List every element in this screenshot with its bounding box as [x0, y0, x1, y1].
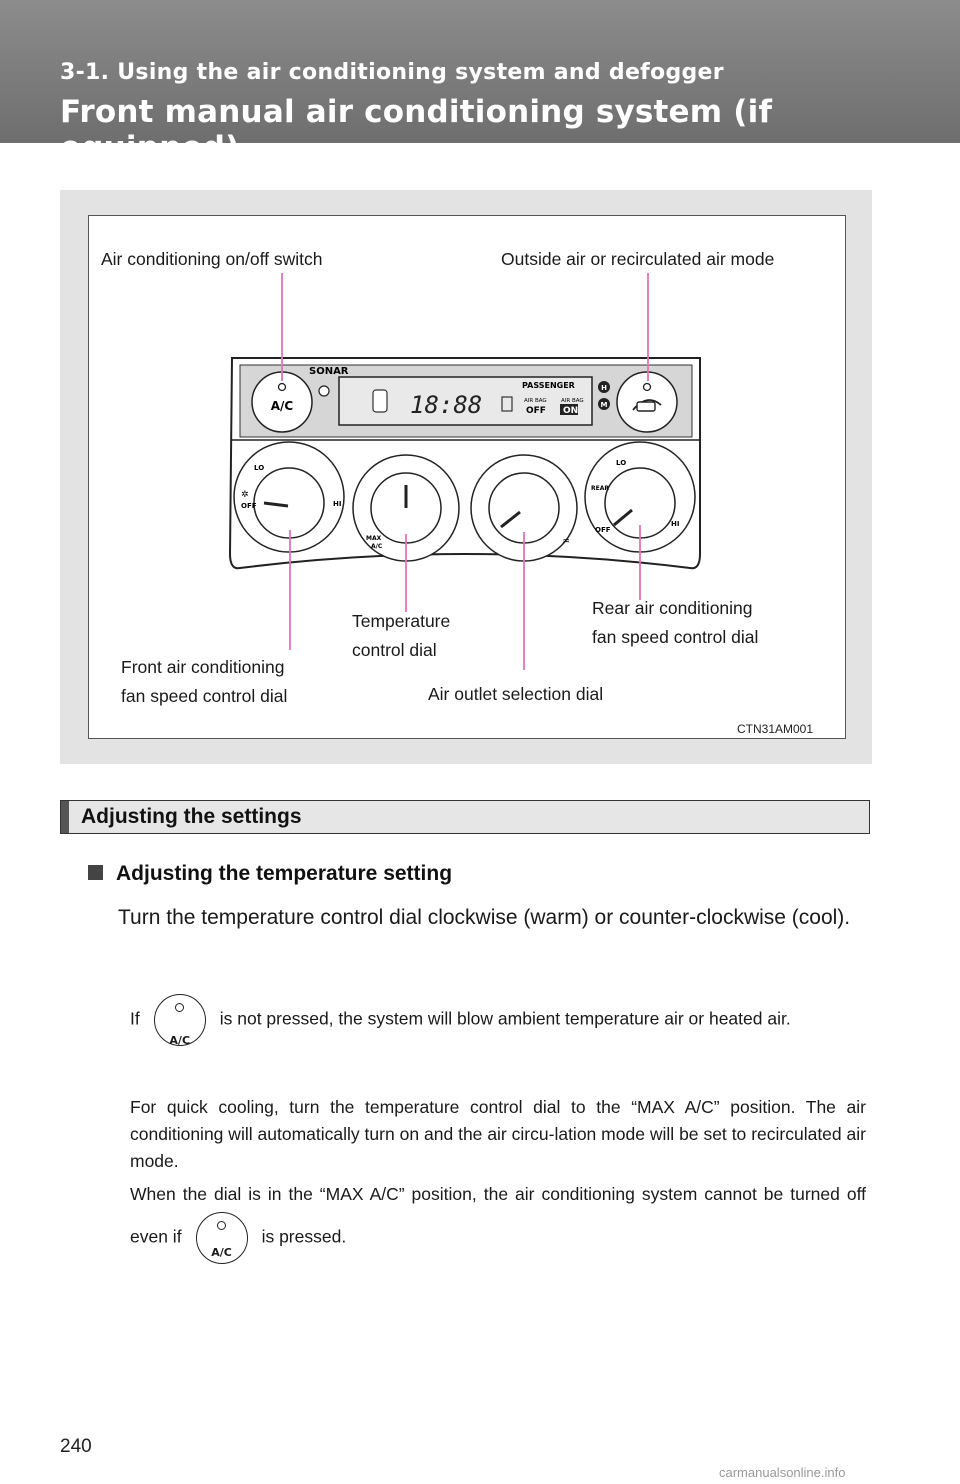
sonar-button [319, 386, 329, 396]
subheading-accent [61, 801, 69, 833]
square-bullet-icon [88, 865, 103, 880]
front-fan-lo-label: LO [254, 464, 265, 472]
page-title: Front manual air conditioning system (if equipped) [60, 94, 773, 166]
bullet-heading [88, 862, 452, 886]
callout-front-fan-line1: Front air conditioning [121, 657, 285, 677]
note-max-ac [130, 1176, 866, 1264]
airbag-off-indicator: OFF [526, 406, 546, 416]
callout-rear-fan-line2: fan speed control dial [592, 627, 759, 647]
ac-icon-label: A/C [169, 1034, 191, 1047]
defrost-icon: ♒ [562, 537, 571, 547]
temp-ac-label: A/C [371, 543, 383, 550]
callout-outlet-dial: Air outlet selection dial [428, 684, 604, 704]
subheading-bar [60, 800, 870, 834]
ac-icon-label-2: A/C [211, 1246, 232, 1259]
watermark: carmanualsonline.info [719, 1465, 846, 1480]
callout-temperature-line2: control dial [352, 640, 437, 660]
front-fan-off-label: OFF [241, 502, 257, 510]
front-fan-icon: ✲ [241, 490, 249, 500]
clock-display: 18:88 [410, 391, 483, 419]
rear-fan-lo-label: LO [616, 459, 627, 467]
ac-button-icon [154, 994, 206, 1046]
ac-button-icon-2 [196, 1212, 248, 1264]
bullet-heading-text: Adjusting the temperature setting [116, 862, 453, 885]
m-button-label: M [600, 401, 608, 409]
rear-fan-off-label: OFF [595, 526, 611, 534]
airbag-on-indicator: ON [563, 406, 579, 416]
note1-start: If [130, 1008, 140, 1029]
sonar-label: SONAR [309, 366, 349, 377]
callout-ac-switch: Air conditioning on/off switch [101, 249, 323, 269]
temp-max-label: MAX [366, 535, 382, 542]
figure-code: CTN31AM001 [737, 722, 814, 736]
note3-end: is pressed. [261, 1226, 347, 1247]
ac-button-label: A/C [270, 399, 294, 413]
callout-temperature-line1: Temperature [352, 611, 451, 631]
seat-icon [373, 390, 387, 412]
car-icon [637, 402, 655, 411]
subheading: Adjusting the settings [81, 805, 302, 828]
rear-fan-hi-label: HI [671, 520, 680, 528]
callout-rear-fan-line1: Rear air conditioning [592, 598, 753, 618]
note-quick-cooling: For quick cooling, turn the temperature control dial to the “MAX A/C” position. The air conditioning will automatically turn on and the air circu-lation mode will be set to recirculated air mode. [130, 1097, 866, 1171]
ac-indicator-dot-icon-2 [217, 1221, 226, 1230]
front-fan-hi-label: HI [333, 500, 342, 508]
h-button-label: H [601, 384, 607, 392]
section-title: 3-1. Using the air conditioning system and defogger [60, 60, 724, 85]
passenger-label: PASSENGER [522, 381, 575, 390]
callout-front-fan-line2: fan speed control dial [121, 686, 288, 706]
rear-fan-rear-label: REAR [591, 485, 609, 492]
temperature-instructions: Turn the temperature control dial clockwise (warm) or counter-clockwise (cool). [118, 906, 851, 929]
note1-end: is not pressed, the system will blow ambient temperature air or heated air. [219, 1008, 791, 1029]
callout-air-mode: Outside air or recirculated air mode [501, 249, 775, 269]
airbag-on-caption: AIR BAG [561, 398, 584, 404]
airbag-off-caption: AIR BAG [524, 398, 547, 404]
note3-start: When the dial is in the “MAX A/C” position, the air conditioning system cannot be turned off even if [130, 1184, 866, 1247]
note-ac-not-pressed [130, 994, 866, 1046]
ac-indicator-dot-icon [175, 1003, 184, 1012]
page-number: 240 [60, 1436, 92, 1457]
